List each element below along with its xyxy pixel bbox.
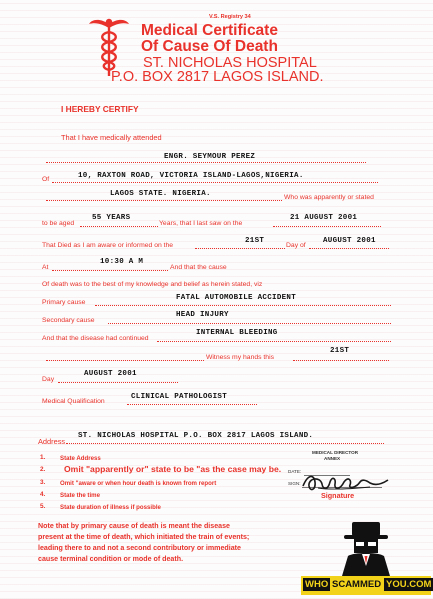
address-label: Address xyxy=(38,437,66,446)
secondary-rule xyxy=(108,323,391,324)
address-line2: LAGOS STATE. NIGERIA. xyxy=(110,190,211,198)
address-line1-rule xyxy=(52,182,378,183)
day-label: Day xyxy=(42,376,55,383)
badge-word-who: WHO xyxy=(305,579,329,590)
certificate-title-line2: Of Cause Of Death xyxy=(141,38,278,55)
age-value: 55 YEARS xyxy=(92,214,131,222)
note-line-1: Note that by primary cause of death is meant the disease xyxy=(38,522,230,530)
witness-day-rule xyxy=(293,360,389,361)
witness-blank-rule xyxy=(46,360,204,361)
address-line1: 10, RAXTON ROAD, VICTORIA ISLAND-LAGOS,NIGERIA. xyxy=(78,172,304,180)
spy-figure-icon xyxy=(336,520,396,576)
died-month-rule xyxy=(309,248,389,249)
witness-day: 21ST xyxy=(330,347,350,355)
stamp-sign-label: SIGN: xyxy=(288,481,301,486)
certificate-title-line1: Medical Certificate xyxy=(141,22,278,39)
badge-word-you: YOU.COM xyxy=(386,579,432,590)
died-day-rule xyxy=(195,248,285,249)
instruction-text-3: Omit "aware or when hour death is known from report xyxy=(60,480,217,487)
died-month: AUGUST 2001 xyxy=(323,237,376,245)
death-was-label: Of death was to the best of my knowledge and belief as herein stated, viz xyxy=(42,281,263,288)
died-label: That Died as I am aware or informed on the xyxy=(42,242,174,249)
registry-number: V.S. Registry 34 xyxy=(209,14,251,20)
secondary-label: Secondary cause xyxy=(42,317,95,324)
witness-month-rule xyxy=(58,382,178,383)
instruction-number-3: 3. xyxy=(40,479,46,486)
qualification-label: Medical Qualification xyxy=(42,398,105,405)
instruction-number-1: 1. xyxy=(40,454,46,461)
primary-label: Primary cause xyxy=(42,299,86,306)
witness-month: AUGUST 2001 xyxy=(84,370,137,378)
at-label: At xyxy=(42,264,49,271)
instruction-number-5: 5. xyxy=(40,503,46,510)
stamp-title-line1: MEDICAL DIRECTOR xyxy=(312,450,359,455)
badge-word-scammed: SCAMMED xyxy=(332,579,382,590)
who-was-label: Who was apparently or stated xyxy=(284,194,374,201)
attended-label: That I have medically attended xyxy=(61,133,162,142)
instruction-text-2: Omit "apparently or" state to be "as the case may be. xyxy=(64,464,282,474)
primary-rule xyxy=(95,305,391,306)
signature-label: Signature xyxy=(321,491,355,500)
certify-heading: I HEREBY CERTIFY xyxy=(61,104,139,114)
witness-label: Witness my hands this xyxy=(206,354,274,361)
qualification-rule xyxy=(127,404,257,405)
last-saw-date: 21 AUGUST 2001 xyxy=(290,214,358,222)
patient-name: ENGR. SEYMOUR PEREZ xyxy=(164,153,256,161)
hospital-name: ST. NICHOLAS HOSPITAL xyxy=(143,55,317,71)
stamp-title-line2: ANNEX xyxy=(324,456,341,461)
hospital-address: P.O. BOX 2817 LAGOS ISLAND. xyxy=(111,69,324,85)
qualification-value: CLINICAL PATHOLOGIST xyxy=(131,393,228,401)
time-value: 10:30 A M xyxy=(100,258,144,266)
time-rule xyxy=(52,270,168,271)
last-saw-label: Years, that I last saw on the xyxy=(159,220,243,227)
died-day: 21ST xyxy=(245,237,265,245)
instruction-text-5: State duration of illness if possible xyxy=(60,504,161,511)
aged-label: to be aged xyxy=(42,220,75,227)
instruction-text-1: State Address xyxy=(60,455,101,462)
secondary-value: HEAD INJURY xyxy=(176,311,229,319)
address-rule xyxy=(66,443,384,444)
instruction-number-2: 2. xyxy=(40,466,46,473)
stamp-date-label: DATE: xyxy=(288,469,302,474)
address-line2-rule xyxy=(46,200,282,201)
watermark-badge xyxy=(301,576,431,595)
age-rule xyxy=(80,226,158,227)
primary-value: FATAL AUTOMOBILE ACCIDENT xyxy=(176,294,297,302)
address-value: ST. NICHOLAS HOSPITAL P.O. BOX 2817 LAGOS ISLAND. xyxy=(78,432,314,440)
note-line-2: present at the time of death, which initiated the train of events; xyxy=(38,533,250,541)
day-of-label: Day of xyxy=(286,242,306,249)
of-label: Of xyxy=(42,176,50,183)
name-line xyxy=(46,162,366,163)
continued-label: And that the disease had continued xyxy=(42,335,149,342)
last-saw-rule xyxy=(273,226,381,227)
cause-label: And that the cause xyxy=(170,264,227,271)
instruction-text-4: State the time xyxy=(60,492,100,499)
continued-value: INTERNAL BLEEDING xyxy=(196,329,278,337)
note-line-3: leading there to and not a second contributory or immediate xyxy=(38,544,241,552)
continued-rule xyxy=(157,341,391,342)
instruction-number-4: 4. xyxy=(40,491,46,498)
note-line-4: cause terminal condition or mode of death. xyxy=(38,555,184,563)
